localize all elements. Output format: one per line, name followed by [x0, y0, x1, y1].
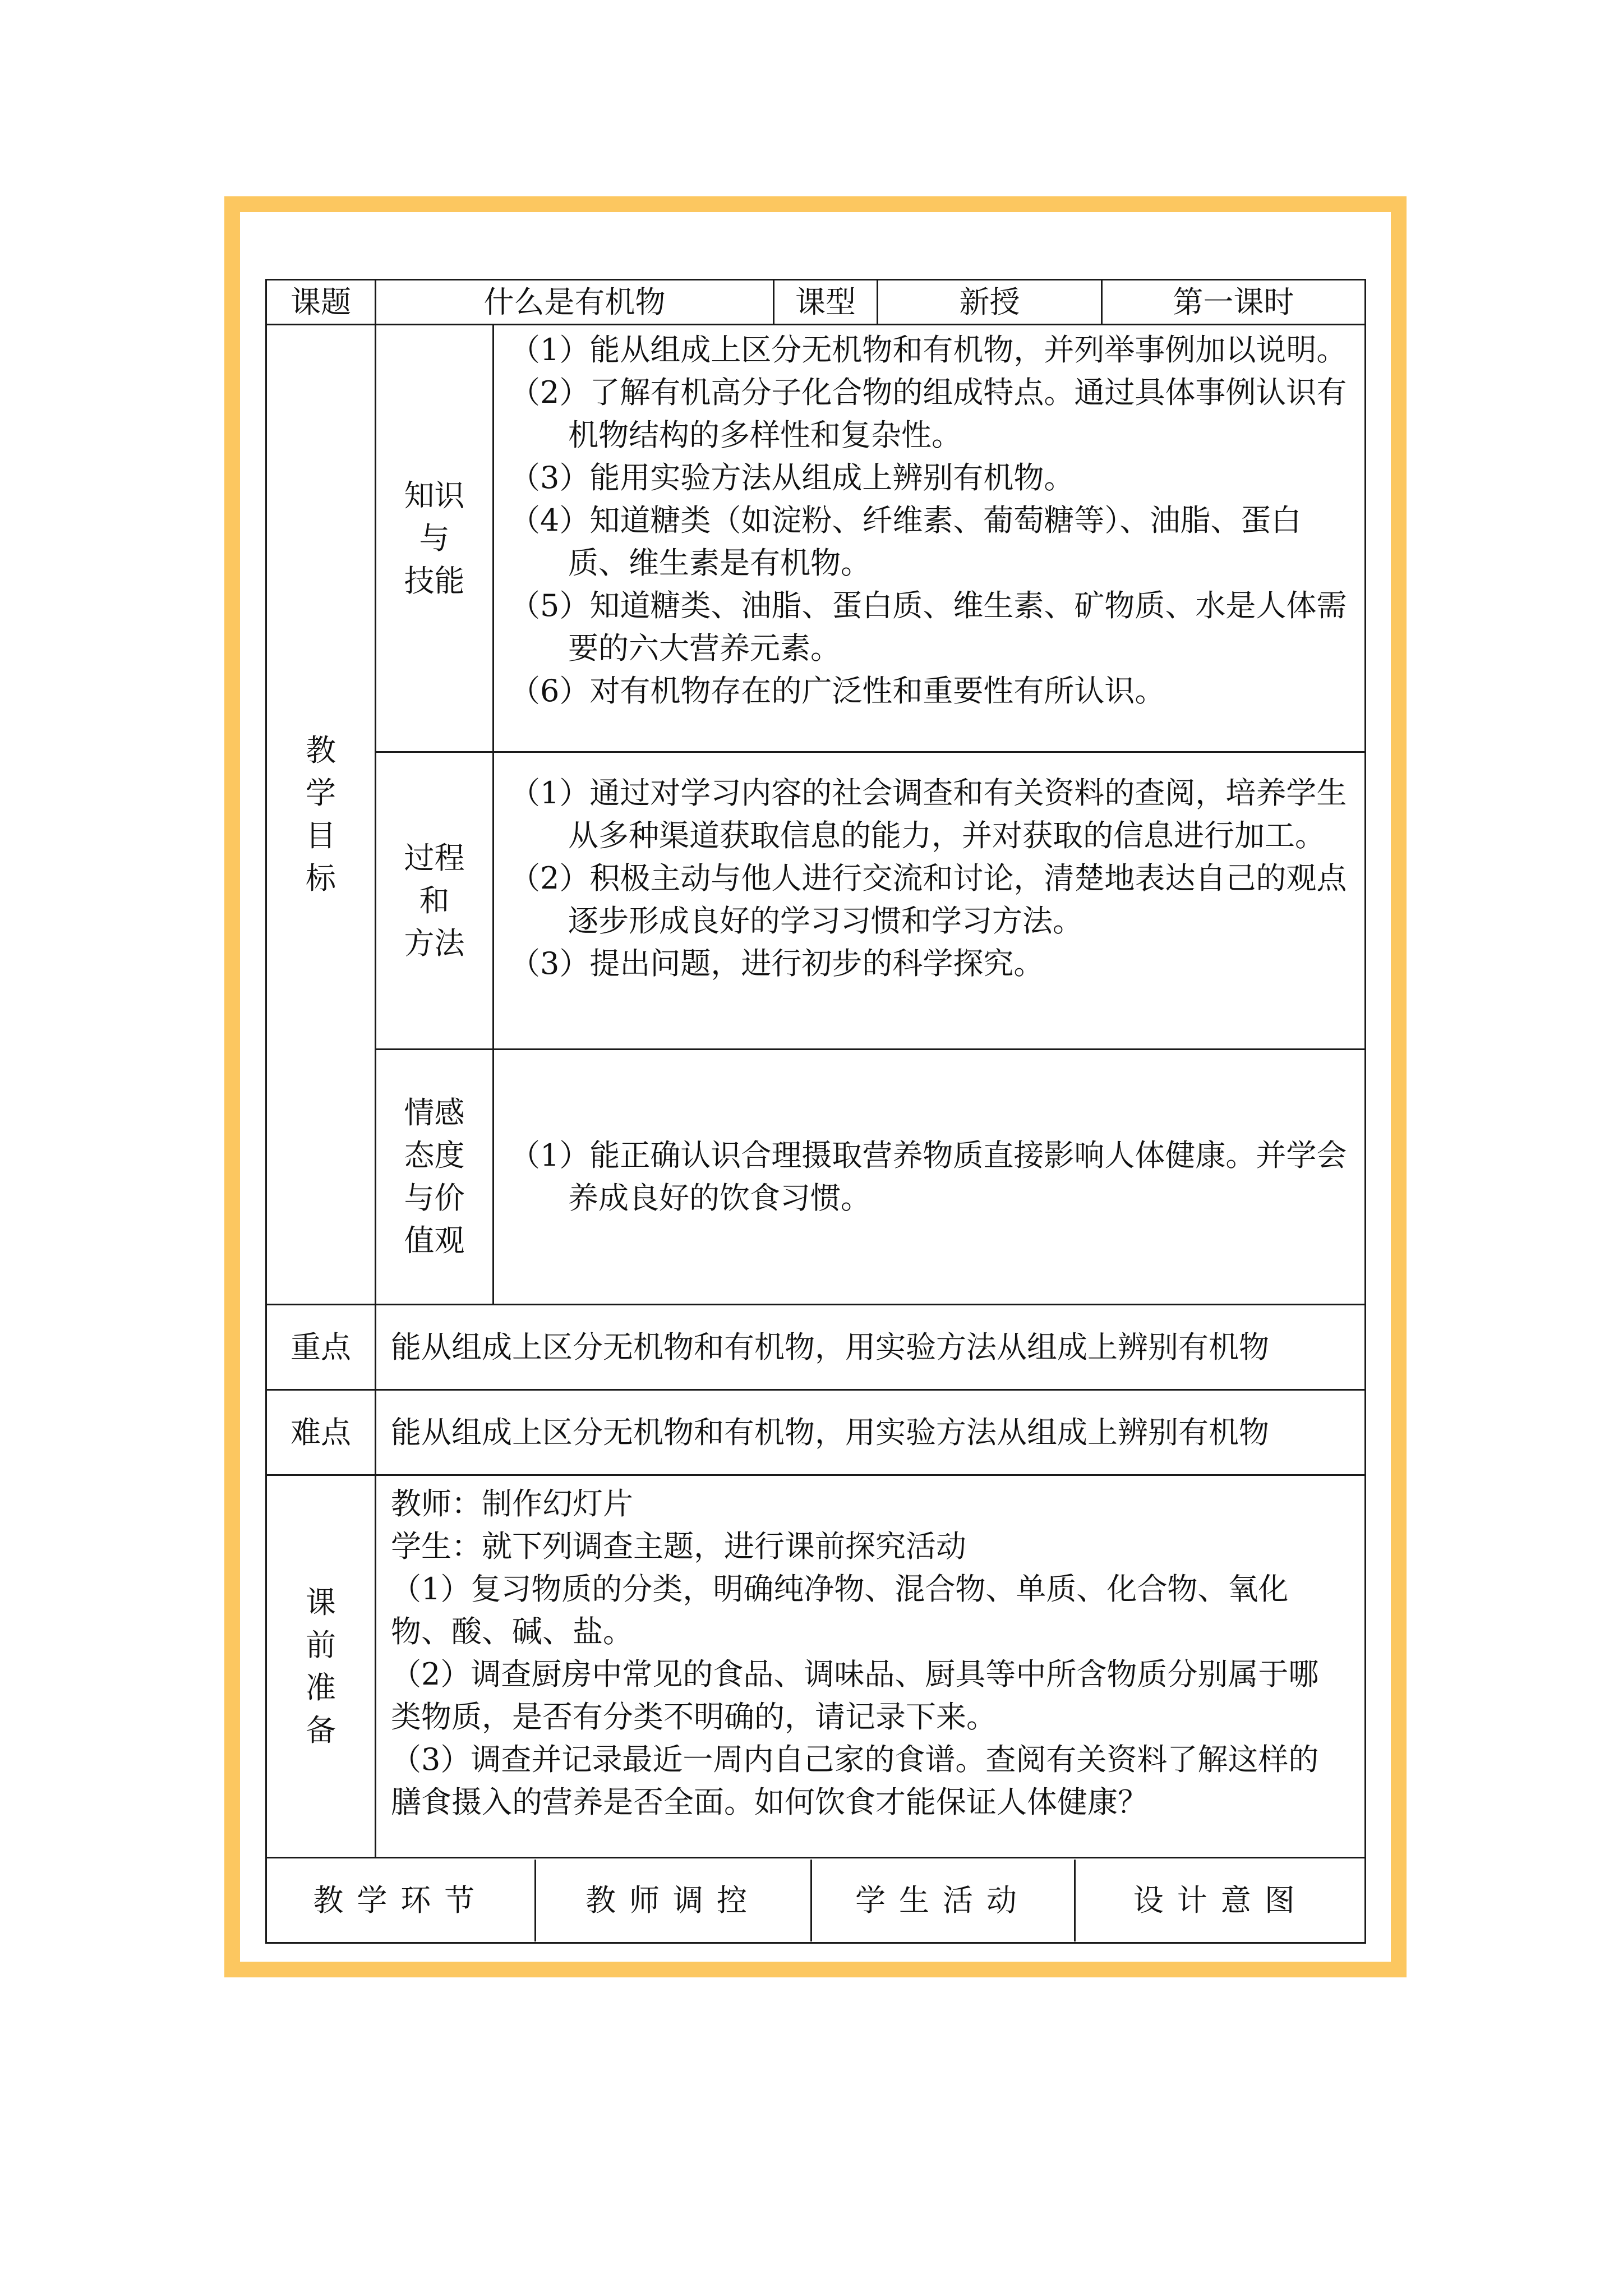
emotion-item: （1）能正确认识合理摄取营养物质直接影响人体健康。并学会养成良好的饮食习惯。 [510, 1138, 1347, 1216]
footer-row [266, 1858, 1366, 1943]
process-method-label: 过程 和 方法 [376, 752, 494, 1050]
difficulty-row [266, 1390, 1366, 1475]
key-point-value: 能从组成上区分无机物和有机物，用实验方法从组成上辨别有机物 [376, 1305, 1366, 1390]
preparation-line: （2）调查厨房中常见的食品、调味品、厨具等中所含物质分别属于哪类物质，是否有分类不明确的，请记录下来。 [391, 1657, 1319, 1734]
process-item: （1）通过对学习内容的社会调查和有关资料的查阅，培养学生从多种渠道获取信息的能力，并对获取的信息进行加工。 [510, 775, 1347, 853]
footer-col-student-activity: 学生活动 [811, 1860, 1075, 1941]
header-row [266, 280, 1366, 325]
key-point-label: 重点 [266, 1305, 376, 1390]
difficulty-label: 难点 [266, 1390, 376, 1475]
knowledge-item: （6）对有机物存在的广泛性和重要性有所认识。 [510, 673, 1165, 708]
goal-process-row [266, 752, 1366, 1050]
emotion-values-label: 情感 态度 与价 值观 [376, 1050, 494, 1305]
footer-columns [267, 1860, 1366, 1941]
knowledge-item: （2）了解有机高分子化合物的组成特点。通过具体事例认识有机物结构的多样性和复杂性。 [510, 375, 1347, 453]
teaching-goals-label: 教 学 目 标 [266, 325, 376, 1305]
footer-col-teacher-control: 教师调控 [535, 1860, 811, 1941]
knowledge-skills-content [494, 325, 1366, 752]
type-label: 课型 [774, 280, 878, 325]
knowledge-item: （5）知道糖类、油脂、蛋白质、维生素、矿物质、水是人体需要的六大营养元素。 [510, 588, 1347, 666]
process-item: （3）提出问题，进行初步的科学探究。 [510, 946, 1044, 981]
period-value: 第一课时 [1102, 280, 1366, 325]
goal-emotion-row [266, 1050, 1366, 1305]
knowledge-item: （4）知道糖类（如淀粉、纤维素、葡萄糖等）、油脂、蛋白质、维生素是有机物。 [510, 503, 1302, 581]
goal-knowledge-row [266, 325, 1366, 752]
preparation-line: （1）复习物质的分类，明确纯净物、混合物、单质、化合物、氧化物、酸、碱、盐。 [391, 1571, 1289, 1649]
lesson-plan-table [265, 279, 1366, 1944]
knowledge-item: （1）能从组成上区分无机物和有机物，并列举事例加以说明。 [510, 332, 1347, 367]
key-point-row [266, 1305, 1366, 1390]
process-item: （2）积极主动与他人进行交流和讨论，清楚地表达自己的观点逐步形成良好的学习习惯和学习方法。 [510, 861, 1347, 938]
preparation-line: 教师：制作幻灯片 [391, 1486, 633, 1521]
footer-cell [266, 1858, 1366, 1943]
topic-label: 课题 [266, 280, 376, 325]
knowledge-item: （3）能用实验方法从组成上辨别有机物。 [510, 460, 1075, 495]
preparation-line: （3）调查并记录最近一周内自己家的食谱。查阅有关资料了解这样的膳食摄入的营养是否全面。如何饮食才能保证人体健康？ [391, 1742, 1319, 1820]
preparation-row [266, 1475, 1366, 1858]
footer-col-design-intent: 设计意图 [1075, 1860, 1366, 1941]
topic-value: 什么是有机物 [376, 280, 774, 325]
preparation-label: 课 前 准 备 [266, 1475, 376, 1858]
difficulty-value: 能从组成上区分无机物和有机物，用实验方法从组成上辨别有机物 [376, 1390, 1366, 1475]
type-value: 新授 [878, 280, 1102, 325]
knowledge-skills-label: 知识 与 技能 [376, 325, 494, 752]
footer-col-teaching-stage: 教学环节 [313, 1882, 488, 1918]
preparation-content [376, 1475, 1366, 1858]
emotion-values-content [494, 1050, 1366, 1305]
preparation-line: 学生：就下列调查主题，进行课前探究活动 [391, 1529, 966, 1564]
process-method-content [494, 752, 1366, 1050]
